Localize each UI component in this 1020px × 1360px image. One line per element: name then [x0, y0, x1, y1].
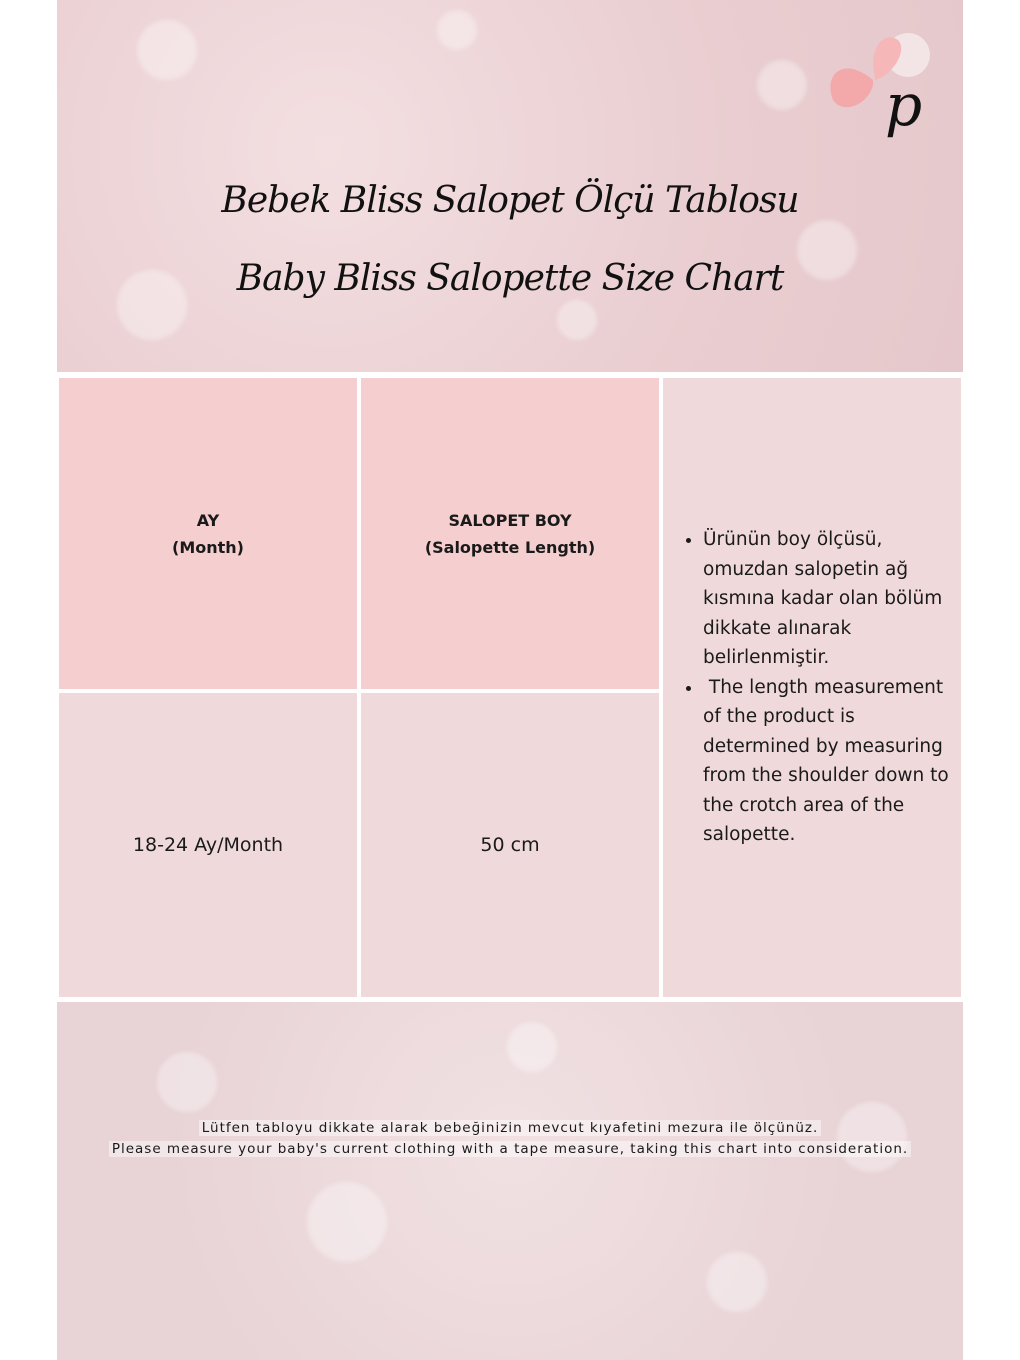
- title-english: Baby Bliss Salopette Size Chart: [236, 258, 784, 299]
- cell-month: 18-24 Ay/Month: [59, 693, 357, 997]
- header-month-sub: (Month): [172, 537, 244, 557]
- footer-banner: [57, 1002, 963, 1360]
- header-month-label: AY: [196, 510, 220, 530]
- svg-text:p: p: [885, 71, 923, 139]
- note-english: • The length measurement of the product is determined by measuring from the shoulder down to the crotch area of the salopette.: [703, 673, 961, 850]
- butterfly-logo: [813, 25, 933, 140]
- header-month: [59, 378, 357, 689]
- header-length-label: SALOPET BOY: [448, 510, 572, 530]
- footer-turkish: [57, 1120, 963, 1136]
- notes-cell: [663, 378, 961, 997]
- note-turkish: • Ürünün boy ölçüsü, omuzdan salopetin ağ kısmına kadar olan bölüm dikkate alınarak belirlenmiştir.: [703, 525, 961, 673]
- header-banner: [57, 0, 963, 372]
- cell-length: 50 cm: [361, 693, 659, 997]
- footer-english: [57, 1141, 963, 1157]
- header-length: [361, 378, 659, 689]
- title-turkish: Bebek Bliss Salopet Ölçü Tablosu: [221, 180, 799, 221]
- header-length-sub: (Salopette Length): [424, 537, 596, 557]
- footer-english-text: Please measure your baby's current clothing with a tape measure, taking this chart into consideration.: [109, 1141, 911, 1157]
- footer-turkish-text: Lütfen tabloyu dikkate alarak bebeğinizin mevcut kıyafetini mezura ile ölçünüz.: [199, 1120, 822, 1136]
